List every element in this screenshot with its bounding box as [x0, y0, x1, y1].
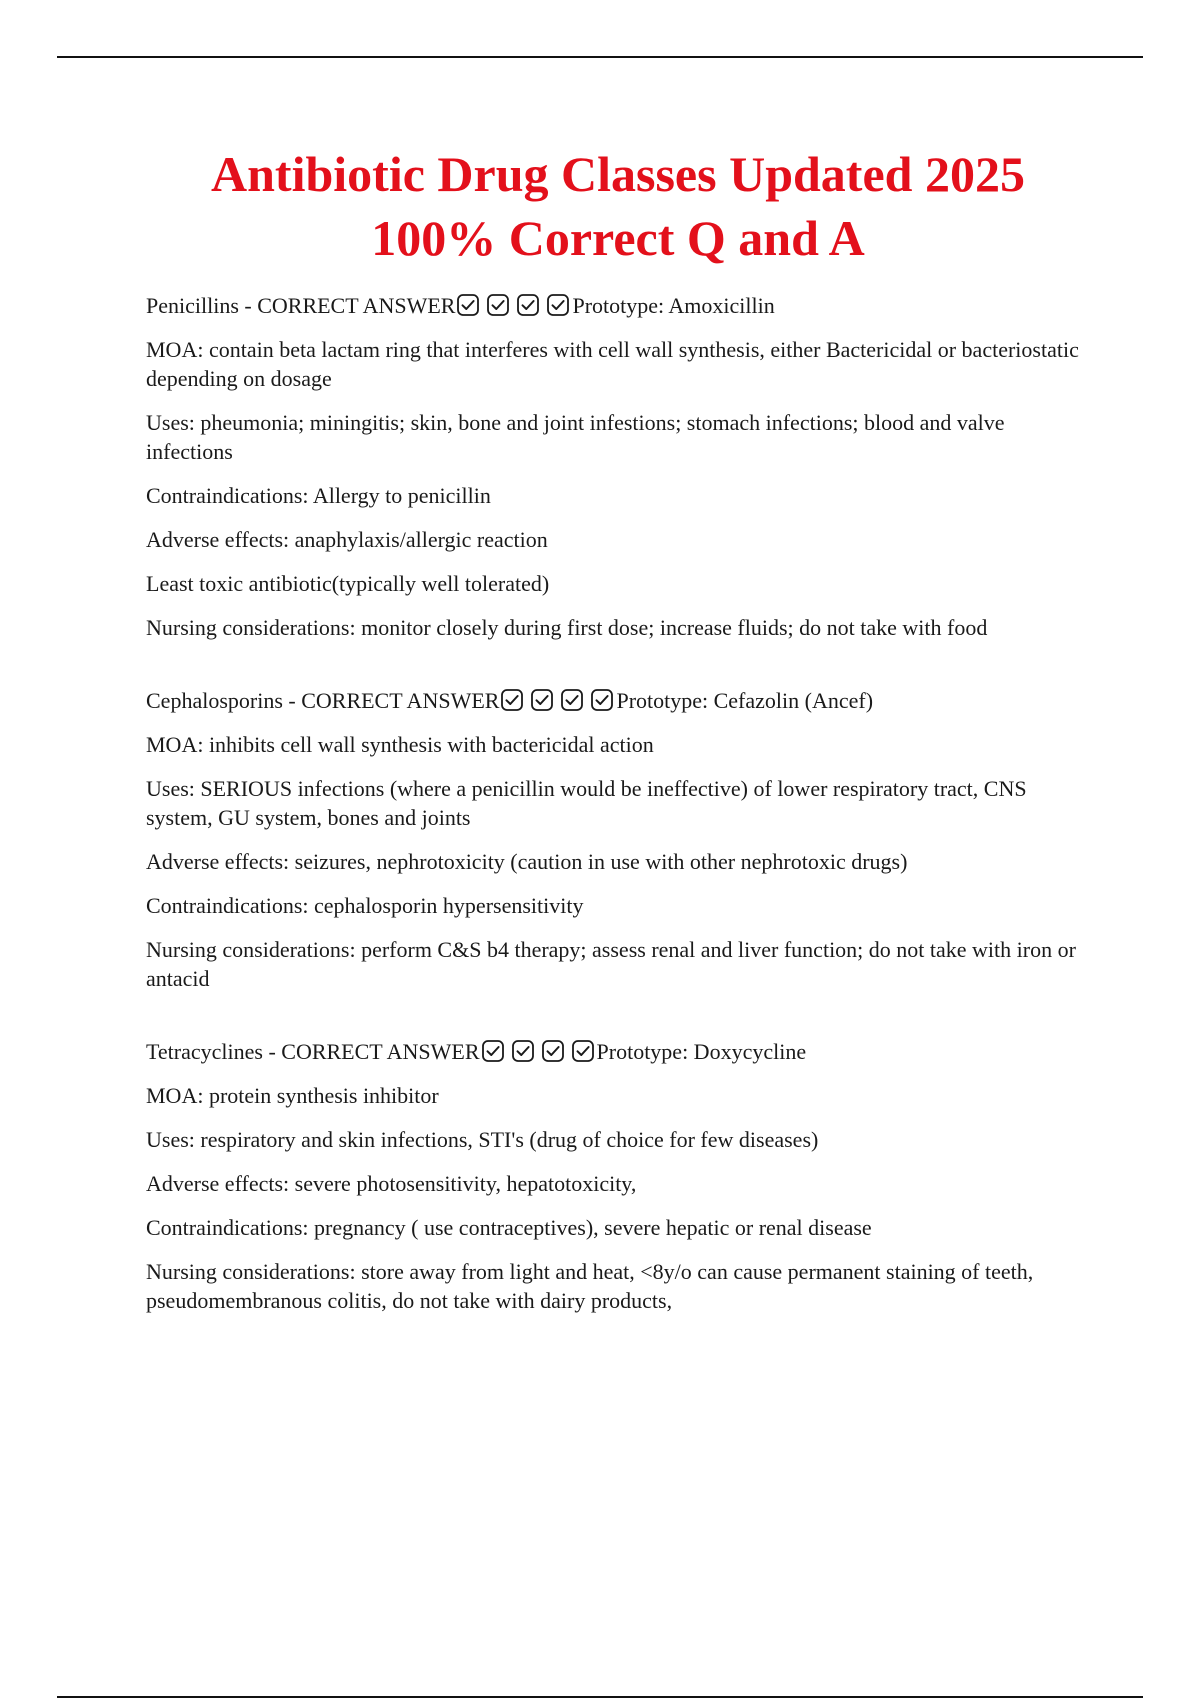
section-line: Contraindications: pregnancy ( use contraceptives), severe hepatic or renal disease	[146, 1215, 872, 1240]
section-line: Uses: SERIOUS infections (where a penicillin would be ineffective) of lower respiratory tract, CNS system, GU system, bones and joints	[146, 776, 1027, 830]
heading-suffix: Prototype: Amoxicillin	[572, 293, 775, 318]
section-line: Contraindications: cephalosporin hypersensitivity	[146, 893, 584, 918]
heading-suffix: Prototype: Doxycycline	[596, 1039, 807, 1064]
section-cephalosporins	[146, 686, 1086, 993]
section-line: Nursing considerations: monitor closely during first dose; increase fluids; do not take with food	[146, 615, 988, 640]
title-line-2: 100% Correct Q and A	[371, 210, 865, 266]
check-box-icon	[456, 293, 480, 317]
section-line: Adverse effects: seizures, nephrotoxicity (caution in use with other nephrotoxic drugs)	[146, 849, 908, 874]
check-box-icon	[500, 688, 524, 712]
document-body	[146, 291, 1086, 1330]
section-line: Nursing considerations: perform C&S b4 therapy; assess renal and liver function; do not take with iron or antacid	[146, 937, 1076, 991]
heading-prefix: Penicillins - CORRECT ANSWER	[146, 293, 456, 318]
section-tetracyclines	[146, 1037, 1086, 1315]
check-box-icon	[546, 293, 570, 317]
check-box-icon	[516, 293, 540, 317]
section-line: MOA: inhibits cell wall synthesis with bactericidal action	[146, 732, 654, 757]
check-box-icon	[560, 688, 584, 712]
section-heading	[146, 291, 1086, 320]
section-line: Adverse effects: anaphylaxis/allergic reaction	[146, 527, 548, 552]
answer-checkmarks	[500, 688, 614, 712]
answer-checkmarks	[456, 293, 570, 317]
answer-checkmarks	[481, 1039, 595, 1063]
check-box-icon	[541, 1039, 565, 1063]
section-heading	[146, 686, 1086, 715]
section-penicillins	[146, 291, 1086, 642]
section-line: Contraindications: Allergy to penicillin	[146, 483, 491, 508]
section-line: Least toxic antibiotic(typically well tolerated)	[146, 571, 550, 596]
title-line-1: Antibiotic Drug Classes Updated 2025	[211, 146, 1025, 202]
section-line: Uses: pheumonia; miningitis; skin, bone and joint infestions; stomach infections; blood and valve infections	[146, 410, 1005, 464]
check-box-icon	[590, 688, 614, 712]
section-heading	[146, 1037, 1086, 1066]
document-title	[0, 142, 1200, 270]
section-line: Nursing considerations: store away from light and heat, <8y/o can cause permanent staining of teeth, pseudomembranous colitis, do not take with dairy products,	[146, 1259, 1034, 1313]
check-box-icon	[481, 1039, 505, 1063]
section-line: Adverse effects: severe photosensitivity, hepatotoxicity,	[146, 1171, 637, 1196]
bottom-rule	[57, 1696, 1143, 1698]
heading-prefix: Cephalosporins - CORRECT ANSWER	[146, 688, 500, 713]
heading-suffix: Prototype: Cefazolin (Ancef)	[616, 688, 874, 713]
check-box-icon	[511, 1039, 535, 1063]
section-line: MOA: contain beta lactam ring that interferes with cell wall synthesis, either Bactericidal or bacteriostatic depending on dosage	[146, 337, 1079, 391]
section-line: MOA: protein synthesis inhibitor	[146, 1083, 439, 1108]
check-box-icon	[486, 293, 510, 317]
check-box-icon	[530, 688, 554, 712]
heading-prefix: Tetracyclines - CORRECT ANSWER	[146, 1039, 480, 1064]
section-line: Uses: respiratory and skin infections, STI's (drug of choice for few diseases)	[146, 1127, 819, 1152]
check-box-icon	[571, 1039, 595, 1063]
top-rule	[57, 56, 1143, 58]
